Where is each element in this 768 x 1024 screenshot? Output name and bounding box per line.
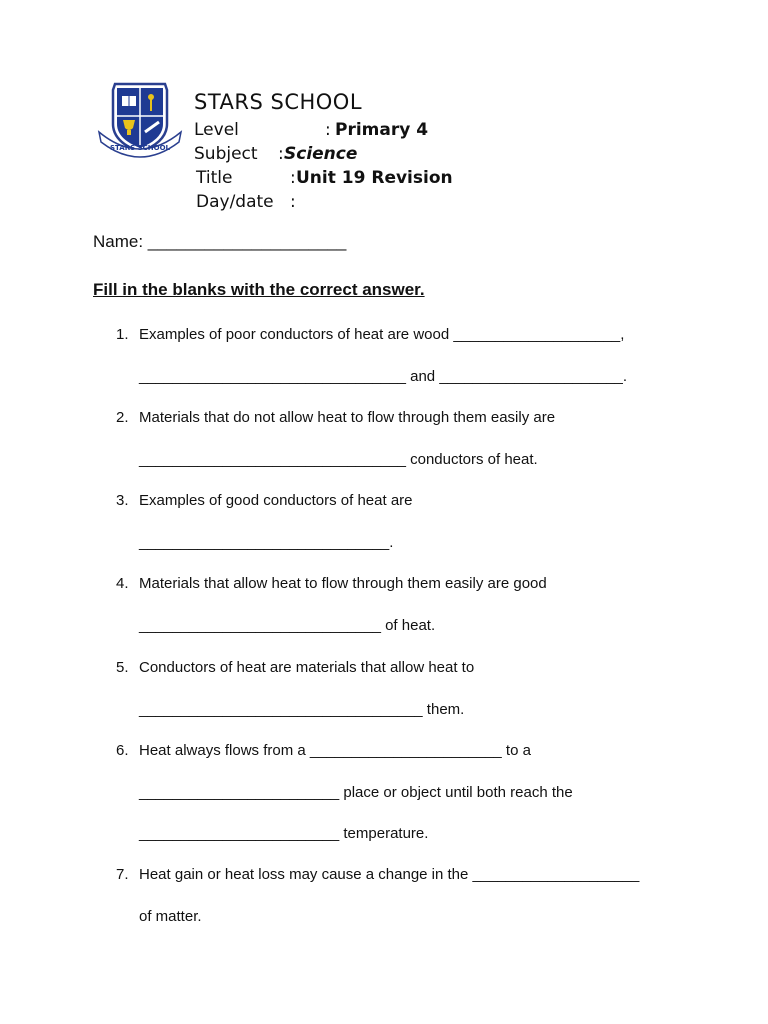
- question-number: 6.: [116, 742, 129, 759]
- question-text: Heat always flows from a _______________________ to a: [139, 742, 531, 759]
- name-field-line: Name: _____________________: [93, 232, 347, 251]
- day-date-colon: :: [290, 192, 296, 212]
- level-row: [194, 120, 429, 140]
- subject-label: Subject: [194, 144, 258, 164]
- question-6-continuation-1: ________________________ place or object until both reach the: [139, 784, 573, 801]
- subject-value: Science: [284, 144, 358, 164]
- instructions-heading: Fill in the blanks with the correct answer.: [93, 280, 425, 299]
- question-text: Materials that allow heat to flow through them easily are good: [139, 575, 547, 592]
- question-text: Materials that do not allow heat to flow through them easily are: [139, 409, 556, 426]
- question-number: 4.: [116, 575, 129, 592]
- title-colon: :: [290, 168, 296, 188]
- question-1-continuation: ________________________________ and ______________________.: [139, 368, 628, 385]
- question-number: 7.: [116, 866, 129, 883]
- level-value: Primary 4: [335, 120, 429, 140]
- question-number: 2.: [116, 409, 129, 426]
- question-4-continuation: _____________________________ of heat.: [139, 617, 436, 634]
- day-date-row: [196, 192, 296, 212]
- title-label: Title: [196, 168, 233, 188]
- question-6-continuation-2: ________________________ temperature.: [139, 825, 429, 842]
- question-text: Examples of poor conductors of heat are wood ____________________,: [139, 326, 625, 343]
- question-7-continuation: of matter.: [139, 908, 202, 925]
- school-crest-logo: [95, 80, 185, 160]
- school-name: STARS SCHOOL: [194, 90, 363, 114]
- level-colon: :: [325, 120, 331, 140]
- question-5-continuation: __________________________________ them.: [139, 701, 465, 718]
- subject-row: [194, 144, 358, 164]
- day-date-label: Day/date: [196, 192, 274, 212]
- question-text: Conductors of heat are materials that allow heat to: [139, 659, 475, 676]
- logo-banner-text: STARS SCHOOL: [110, 144, 170, 152]
- question-number: 5.: [116, 659, 129, 676]
- question-3-continuation: ______________________________.: [139, 534, 394, 551]
- question-number: 3.: [116, 492, 129, 509]
- question-text: Examples of good conductors of heat are: [139, 492, 413, 509]
- title-row: [196, 168, 453, 188]
- question-2-continuation: ________________________________ conductors of heat.: [139, 451, 538, 468]
- level-label: Level: [194, 120, 239, 140]
- question-number: 1.: [116, 326, 129, 343]
- question-text: Heat gain or heat loss may cause a change in the ____________________: [139, 866, 640, 883]
- subject-colon: :: [278, 144, 284, 164]
- title-value: Unit 19 Revision: [296, 168, 453, 188]
